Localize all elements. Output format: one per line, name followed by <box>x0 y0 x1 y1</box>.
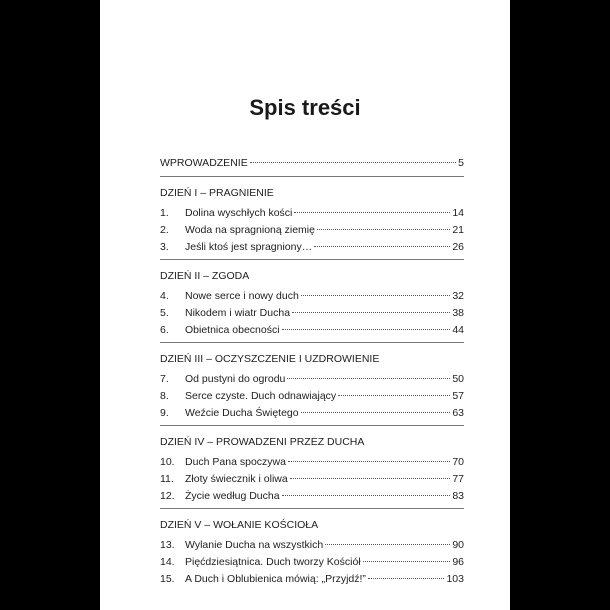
entry-page: 90 <box>452 539 464 551</box>
dot-leader <box>363 561 451 562</box>
entry-number: 14. <box>160 556 175 568</box>
page-title: Spis treści <box>249 95 361 120</box>
entry-title: Nowe serce i nowy duch <box>185 290 299 302</box>
entry-title: Serce czyste. Duch odnawiający <box>185 390 337 402</box>
entry-number: 12. <box>160 490 175 502</box>
entry-title: Obietnica obecności <box>185 324 280 336</box>
entry-title: Nikodem i wiatr Ducha <box>185 307 291 319</box>
toc-part <box>160 517 464 588</box>
toc-entry <box>160 554 464 571</box>
dot-leader <box>368 578 445 579</box>
divider <box>160 508 464 509</box>
entry-number: 9. <box>160 407 169 419</box>
entry-title: Życie według Ducha <box>185 490 280 502</box>
dot-leader <box>288 461 450 462</box>
entry-title: Jeśli ktoś jest spragniony… <box>185 241 313 253</box>
part-title: DZIEŃ III – OCZYSZCZENIE I UZDROWIENIE <box>160 353 380 365</box>
toc-entry <box>160 388 464 405</box>
entry-page: 96 <box>452 556 464 568</box>
toc-part <box>160 351 464 426</box>
entry-title: Woda na spragnioną ziemię <box>185 224 315 236</box>
entry-number: 5. <box>160 307 169 319</box>
toc-entry <box>160 222 464 239</box>
entry-title: Dolina wyschłych kości <box>185 207 293 219</box>
toc-part <box>160 185 464 260</box>
toc-entry <box>160 405 464 422</box>
toc-entry <box>160 537 464 554</box>
entry-page: 103 <box>446 573 464 585</box>
entry-page: 77 <box>452 473 464 485</box>
toc-entry <box>160 205 464 222</box>
entry-number: 15. <box>160 573 175 585</box>
entry-page: 63 <box>452 407 464 419</box>
entry-page: 57 <box>452 390 464 402</box>
entry-page: 44 <box>452 324 464 336</box>
entry-title: Duch Pana spoczywa <box>185 456 286 468</box>
divider <box>160 176 464 177</box>
toc-part <box>160 268 464 343</box>
divider <box>160 425 464 426</box>
entry-number: 10. <box>160 456 175 468</box>
toc-entry <box>160 305 464 322</box>
entry-title: Weźcie Ducha Świętego <box>185 407 299 419</box>
divider <box>160 259 464 260</box>
dot-leader <box>290 478 451 479</box>
part-title: DZIEŃ II – ZGODA <box>160 270 250 282</box>
toc-entry <box>160 454 464 471</box>
entry-page: 70 <box>452 456 464 468</box>
entry-number: 3. <box>160 241 169 253</box>
entry-title: Od pustyni do ogrodu <box>185 373 286 385</box>
toc-entry <box>160 322 464 339</box>
dot-leader <box>317 229 450 230</box>
dot-leader <box>287 378 450 379</box>
entry-title: Pięćdziesiątnica. Duch tworzy Kościół <box>185 556 361 568</box>
dot-leader <box>282 495 451 496</box>
entry-page: 50 <box>452 373 464 385</box>
part-title: DZIEŃ IV – PROWADZENI PRZEZ DUCHA <box>160 436 365 448</box>
entry-title: Wylanie Ducha na wszystkich <box>185 539 324 551</box>
toc-intro-label: WPROWADZENIE <box>160 157 248 169</box>
part-title: DZIEŃ I – PRAGNIENIE <box>160 187 274 199</box>
dot-leader <box>301 295 451 296</box>
toc-part <box>160 434 464 509</box>
dot-leader <box>314 246 450 247</box>
entry-number: 13. <box>160 539 175 551</box>
toc-entry <box>160 488 464 505</box>
toc-entry <box>160 571 464 588</box>
dot-leader <box>292 312 450 313</box>
entry-number: 6. <box>160 324 169 336</box>
toc-intro-page: 5 <box>458 157 464 169</box>
toc-entry <box>160 471 464 488</box>
entry-title: Złoty świecznik i oliwa <box>185 473 288 485</box>
divider <box>160 342 464 343</box>
entry-page: 38 <box>452 307 464 319</box>
book-page <box>100 0 510 610</box>
dot-leader <box>338 395 450 396</box>
dot-leader <box>301 412 451 413</box>
entry-page: 26 <box>452 241 464 253</box>
toc-intro <box>160 155 464 172</box>
entry-page: 32 <box>452 290 464 302</box>
dot-leader <box>325 544 450 545</box>
entry-number: 4. <box>160 290 169 302</box>
dot-leader <box>294 212 450 213</box>
toc-parts <box>160 185 464 588</box>
dot-leader <box>250 162 456 163</box>
entry-number: 11. <box>160 473 174 485</box>
entry-number: 2. <box>160 224 169 236</box>
toc-entry <box>160 371 464 388</box>
toc-entry <box>160 288 464 305</box>
entry-number: 1. <box>160 207 169 219</box>
entry-number: 7. <box>160 373 169 385</box>
entry-page: 21 <box>452 224 464 236</box>
entry-page: 14 <box>452 207 464 219</box>
entry-number: 8. <box>160 390 169 402</box>
toc-entry <box>160 239 464 256</box>
table-of-contents <box>160 155 464 588</box>
entry-title: A Duch i Oblubienica mówią: „Przyjdź!” <box>185 573 366 585</box>
dot-leader <box>282 329 451 330</box>
entry-page: 83 <box>452 490 464 502</box>
part-title: DZIEŃ V – WOŁANIE KOŚCIOŁA <box>160 519 319 531</box>
